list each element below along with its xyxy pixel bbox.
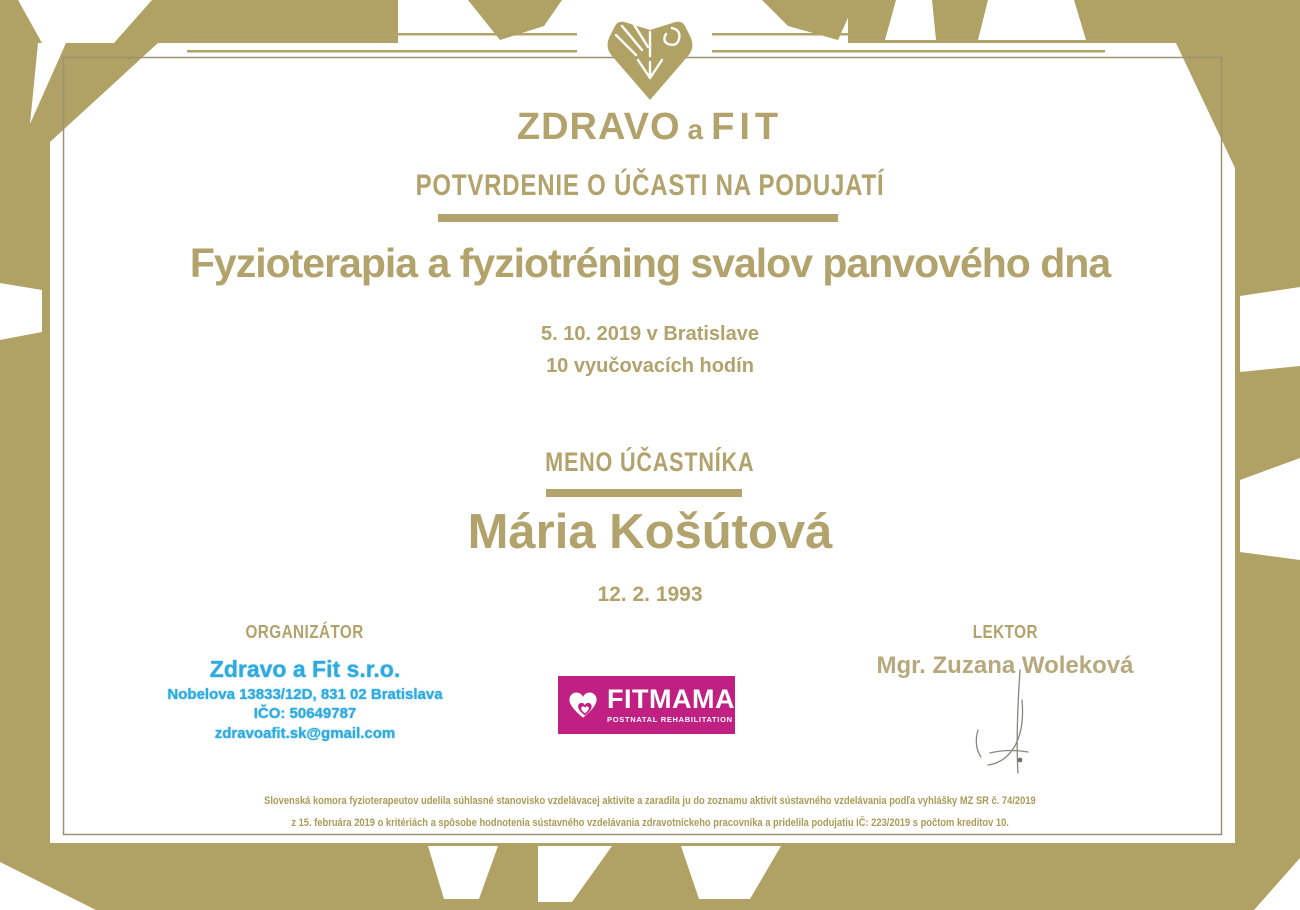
organizer-email: zdravoafit.sk@gmail.com [214,724,396,742]
partner-name: FITMAMA [607,684,735,715]
heading-underline [438,214,838,222]
heart-icon [568,685,598,725]
event-date: 5. 10. 2019 v Bratislave [541,323,759,345]
lecturer-name: Mgr. Zuzana Woleková [876,652,1134,679]
partner-tagline: POSTNATAL REHABILITATION [607,715,733,725]
partner-logo [558,676,735,734]
brand-word-zdravo: ZDRAVO [516,106,681,148]
diamond-logo-icon [602,20,698,100]
organizer-company: Zdravo a Fit s.r.o. [209,656,401,682]
signature [940,655,1080,790]
organizer-section-label: ORGANIZÁTOR [245,622,365,642]
accreditation-line-2: z 15. februára 2019 o kritériách a spôsobe hodnotenia sústavného vzdelávania zdravotníckeho pracovníka a pridelila podujatiu IČ: 223/2019 s počtom kreditov 10. [291,817,1009,829]
participant-birth-date: 12. 2. 1993 [597,583,703,606]
accreditation-note [0,790,1300,834]
participant-underline [546,489,742,497]
brand-word-fit: FIT [711,106,784,148]
participant-name: Mária Košútová [467,505,833,559]
organizer-address: Nobelova 13833/12D, 831 02 Bratislava [167,685,443,703]
event-title: Fyzioterapia a fyziotréning svalov panvového dna [189,240,1111,286]
certificate-heading: POTVRDENIE O ÚČASTI NA PODUJATÍ [415,169,885,202]
organizer-stamp [110,655,500,743]
brand-word-a: a [687,114,705,145]
participant-section-label: MENO ÚČASTNÍKA [545,447,755,477]
event-duration: 10 vyučovacích hodín [546,355,754,377]
partner-logo-text [607,686,735,724]
brand-wordmark [0,106,1300,149]
organizer-section [110,622,500,743]
lecturer-section-label: LEKTOR [972,622,1038,642]
organizer-company-id: IČO: 50649787 [253,705,357,723]
accreditation-line-1: Slovenská komora fyzioterapeutov udelila súhlasné stanovisko vzdelávacej aktivite a zaradila ju do zoznamu aktivít sústavného vzdelávania podľa vyhlášky MZ SR č. 74/2019 [264,795,1036,807]
